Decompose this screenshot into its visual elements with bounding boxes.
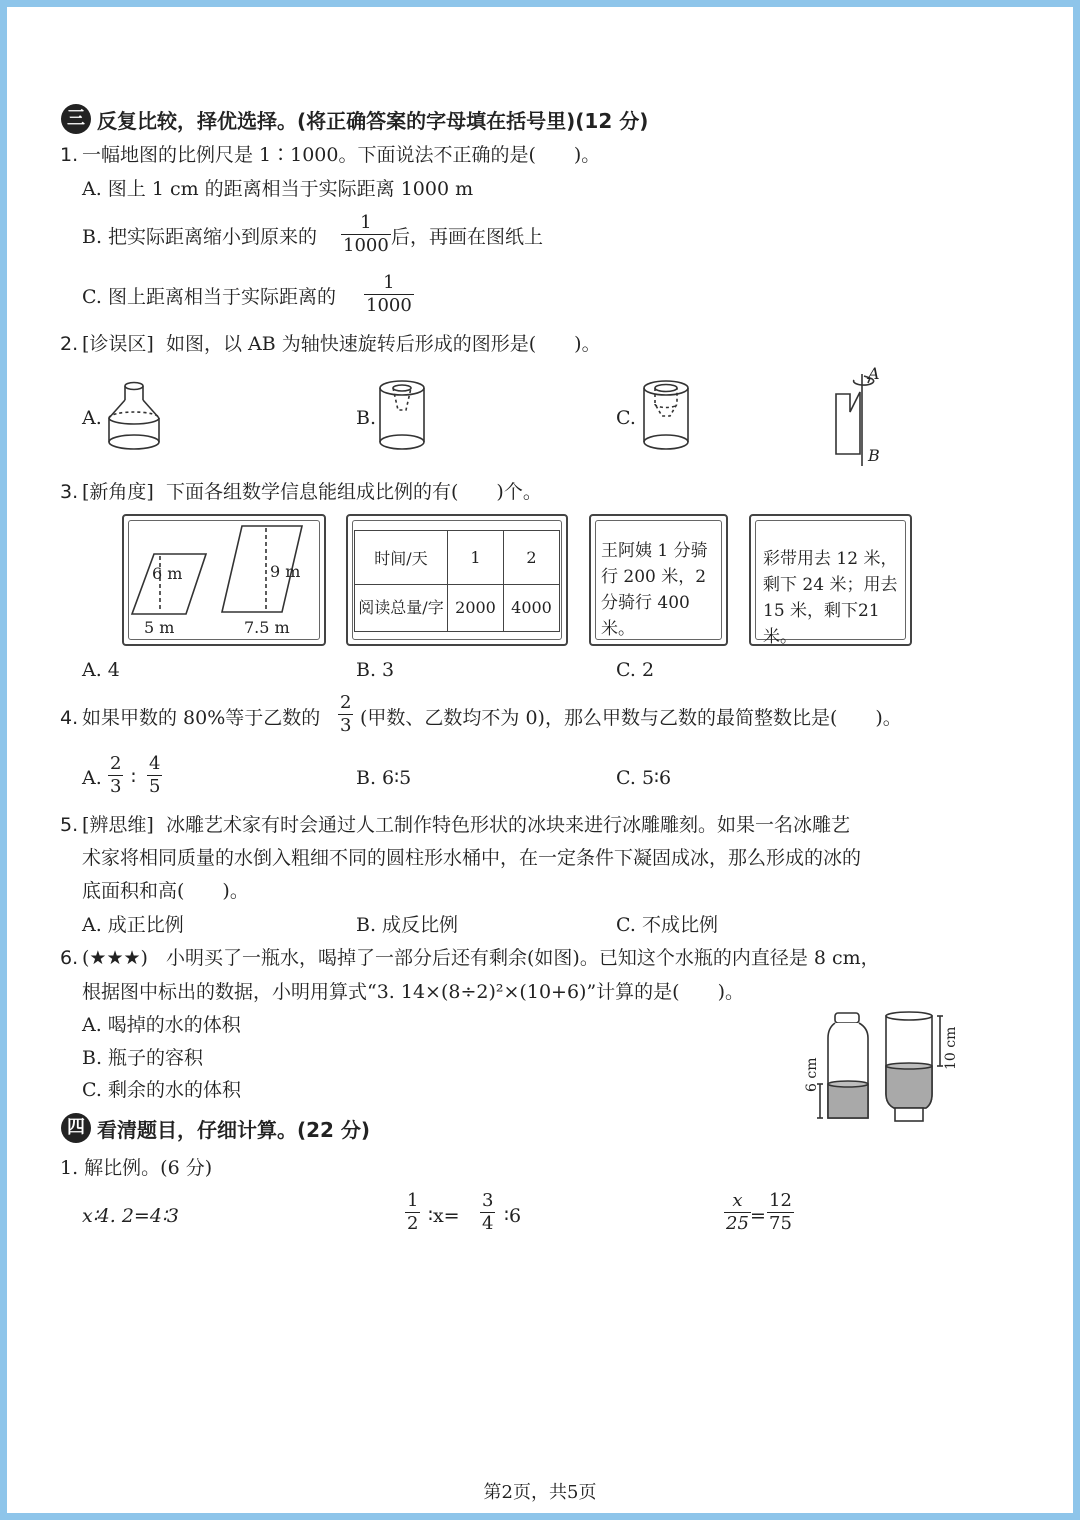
fraction-denominator: 75 — [769, 1213, 792, 1234]
q3-number: 3. — [60, 481, 79, 503]
fraction-denominator: 5 — [149, 776, 161, 797]
table-row — [355, 531, 560, 585]
q4-stem-fraction — [338, 692, 353, 737]
equation-2-fraction-2 — [480, 1190, 495, 1235]
q2-option-c: C. — [616, 407, 636, 429]
q1-option-b-text: B. 把实际距离缩小到原来的 — [82, 226, 318, 248]
q3-tag: [新角度] — [82, 481, 154, 503]
fraction-numerator: 3 — [482, 1190, 494, 1211]
parallelogram-2-height: 9 m — [270, 562, 301, 581]
q4-option-a-fraction-1 — [108, 753, 123, 798]
reading-table — [354, 530, 560, 632]
q2-shape-c — [638, 378, 694, 454]
q2-number: 2. — [60, 333, 79, 355]
fraction-numerator: x — [724, 1190, 751, 1213]
q3-box-table — [346, 514, 568, 646]
q4-option-b: B. 6∶5 — [356, 767, 412, 789]
q4-stem-start: 如果甲数的 80%等于乙数的 — [82, 707, 321, 729]
fraction-denominator: 1000 — [366, 295, 412, 316]
q4-option-c: C. 5∶6 — [616, 767, 672, 789]
q3-option-c: C. 2 — [616, 659, 655, 681]
fraction-denominator: 3 — [340, 715, 352, 736]
section-3-title: 反复比较，择优选择。(将正确答案的字母填在括号里)(12 分) — [97, 109, 649, 133]
equation-2-fraction-1 — [405, 1190, 420, 1235]
table-cell: 2000 — [448, 584, 504, 631]
equation-2-middle: ∶x= — [428, 1205, 460, 1227]
q4-option-a-label: A. — [82, 767, 102, 789]
q3-option-b: B. 3 — [356, 659, 395, 681]
equation-3-fraction-1 — [724, 1190, 751, 1235]
q5-line-3: 底面积和高( )。 — [82, 880, 249, 902]
page-number: 第2页，共5页 — [483, 1482, 597, 1503]
q5-option-a: A. 成正比例 — [82, 914, 184, 936]
equation-2-end: ∶6 — [504, 1205, 522, 1227]
parallelogram-2-base: 7.5 m — [244, 618, 290, 637]
q3-box-ribbon — [749, 514, 912, 646]
q1-number: 1. — [60, 144, 79, 166]
axis-label-a: A — [868, 364, 880, 383]
q6-option-c: C. 剩余的水的体积 — [82, 1079, 241, 1101]
q2-stem: 如图，以 AB 为轴快速旋转后形成的图形是( )。 — [166, 333, 601, 355]
fraction-numerator: 1 — [364, 272, 414, 295]
table-row — [355, 584, 560, 631]
fraction-denominator: 3 — [110, 776, 122, 797]
fraction-numerator: 2 — [340, 692, 352, 713]
table-cell: 4000 — [504, 584, 560, 631]
fraction-numerator: 1 — [407, 1190, 419, 1211]
equation-1: x∶4. 2=4∶3 — [82, 1205, 179, 1227]
parallelogram-1-base: 5 m — [144, 618, 175, 637]
q3-box-parallelograms — [122, 514, 326, 646]
air-height-label: 10 cm — [943, 1026, 959, 1070]
cycling-text: 王阿姨 1 分骑行 200 米，2 分骑行 400 米。 — [601, 541, 708, 639]
q1-option-c-text: C. 图上距离相当于实际距离的 — [82, 286, 336, 308]
q3-stem: 下面各组数学信息能组成比例的有( )个。 — [166, 481, 542, 503]
q6-option-a: A. 喝掉的水的体积 — [82, 1014, 241, 1036]
q6-stars: (★★★) — [82, 947, 148, 969]
q2-tag: [诊误区] — [82, 333, 154, 355]
table-cell: 1 — [448, 531, 504, 585]
parallelogram-1-height: 6 m — [152, 564, 183, 583]
fraction-numerator: 4 — [149, 753, 161, 774]
q5-line-1: 冰雕艺术家有时会通过人工制作特色形状的冰块来进行冰雕雕刻。如果一名冰雕艺 — [166, 814, 851, 836]
q5-option-c: C. 不成比例 — [616, 914, 718, 936]
q4-option-a-colon: ∶ — [131, 767, 136, 789]
q6-number: 6. — [60, 947, 79, 969]
q2-shape-b — [374, 378, 430, 454]
s4-q1-title: 1. 解比例。(6 分) — [60, 1157, 213, 1179]
water-height-label: 6 cm — [804, 1057, 820, 1092]
q5-number: 5. — [60, 814, 79, 836]
fraction-denominator: 4 — [482, 1213, 494, 1234]
section-4-badge: 四 — [61, 1113, 91, 1143]
q5-option-b: B. 成反比例 — [356, 914, 459, 936]
q4-option-a-fraction-2 — [147, 753, 162, 798]
q1-stem: 一幅地图的比例尺是 1∶1000。下面说法不正确的是( )。 — [82, 144, 601, 166]
q6-line-2: 根据图中标出的数据，小明用算式“3. 14×(8÷2)²×(10+6)”计算的是( )。 — [82, 981, 744, 1003]
q3-box-cycling — [589, 514, 728, 646]
fraction-numerator: 1 — [341, 212, 391, 235]
equation-3-equals: = — [750, 1205, 766, 1227]
water-bottle-figure — [812, 1008, 962, 1126]
q5-line-2: 术家将相同质量的水倒入粗细不同的圆柱形水桶中，在一定条件下凝固成冰，那么形成的冰的 — [82, 847, 862, 869]
table-cell: 时间/天 — [355, 531, 448, 585]
q5-tag: [辨思维] — [82, 814, 154, 836]
q1-option-a: A. 图上 1 cm 的距离相当于实际距离 1000 m — [82, 178, 474, 200]
q4-stem-end: (甲数、乙数均不为 0)，那么甲数与乙数的最简整数比是( )。 — [360, 707, 902, 729]
section-3-badge: 三 — [61, 104, 91, 134]
fraction-numerator: 12 — [769, 1190, 792, 1211]
fraction-denominator: 2 — [407, 1213, 419, 1234]
q1-option-b-tail: 后，再画在图纸上 — [391, 226, 544, 248]
fraction-denominator: 1000 — [343, 235, 389, 256]
q4-number: 4. — [60, 707, 79, 729]
q1-option-b-fraction — [341, 212, 391, 257]
q2-shape-a — [102, 378, 168, 454]
q2-option-a: A. — [82, 407, 102, 429]
q6-option-b: B. 瓶子的容积 — [82, 1047, 204, 1069]
table-cell: 2 — [504, 531, 560, 585]
equation-3-fraction-2 — [767, 1190, 794, 1235]
ribbon-text: 彩带用去 12 米，剩下 24 米；用去 15 米，剩下21 米。 — [763, 549, 898, 647]
axis-label-b: B — [868, 446, 880, 465]
q3-option-a: A. 4 — [82, 659, 120, 681]
fraction-denominator: 25 — [726, 1213, 749, 1234]
q1-option-c-fraction — [364, 272, 414, 317]
q6-line-1: 小明买了一瓶水，喝掉了一部分后还有剩余(如图)。已知这个水瓶的内直径是 8 cm， — [166, 947, 880, 969]
section-4-title: 看清题目，仔细计算。(22 分) — [97, 1118, 371, 1142]
q2-option-b: B. — [356, 407, 377, 429]
table-cell: 阅读总量/字 — [355, 584, 448, 631]
fraction-numerator: 2 — [110, 753, 122, 774]
